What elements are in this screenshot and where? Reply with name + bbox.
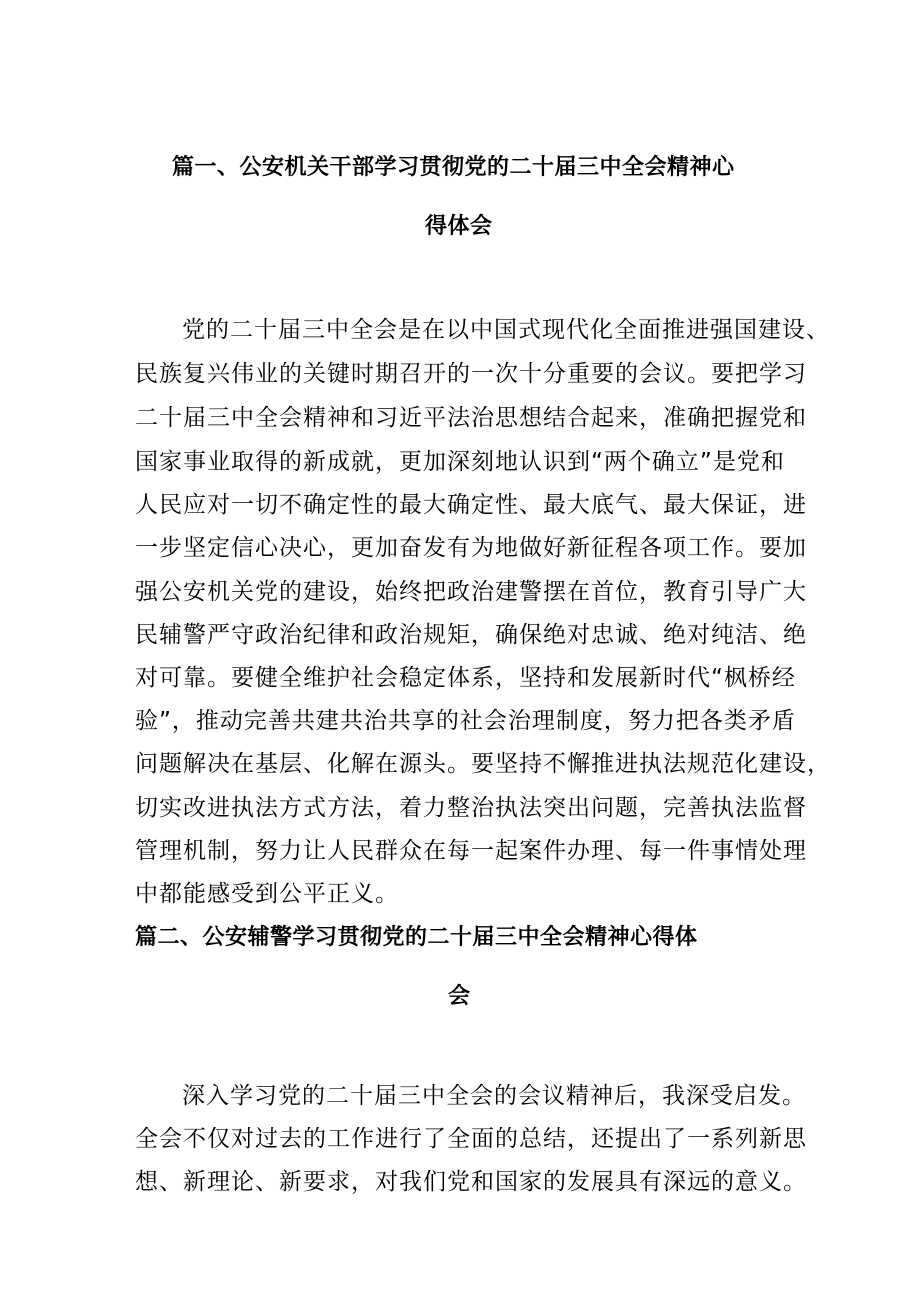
section1-paragraph-line: 管理机制，努力让人民群众在每一起案件办理、每一件事情处理 [135,838,807,864]
section1-paragraph-line: 问题解决在基层、化解在源头。要坚持不懈推进执法规范化建设， [135,751,831,777]
section1-title-line1: 篇一、公安机关干部学习贯彻党的二十届三中全会精神心 [172,155,735,180]
section1-paragraph-line: 党的二十届三中全会是在以中国式现代化全面推进强国建设、 [182,317,830,343]
section1-paragraph-line: 国家事业取得的新成就，更加深刻地认识到“两个确立”是党和 [135,449,785,475]
section2-paragraph-line: 深入学习党的二十届三中全会的会议精神后，我深受启发。 [182,1083,806,1109]
section1-paragraph-line: 中都能感受到公平正义。 [135,881,399,907]
section1-paragraph-line: 民族复兴伟业的关键时期召开的一次十分重要的会议。要把学习 [135,361,807,387]
section2-paragraph-line: 想、新理论、新要求，对我们党和国家的发展具有深远的意义。 [135,1169,807,1195]
section1-paragraph-line: 二十届三中全会精神和习近平法治思想结合起来，准确把握党和 [135,405,807,431]
section1-paragraph-line: 人民应对一切不确定性的最大确定性、最大底气、最大保证，进 [135,492,807,518]
section2-title-line1: 篇二、公安辅警学习贯彻党的二十届三中全会精神心得体 [135,925,698,950]
section2-paragraph-line: 全会不仅对过去的工作进行了全面的总结，还提出了一系列新思 [135,1126,807,1152]
section1-paragraph-line: 强公安机关党的建设，始终把政治建警摆在首位，教育引导广大 [135,579,807,605]
section1-paragraph-line: 切实改进执法方式方法，着力整治执法突出问题，完善执法监督 [135,795,807,821]
section1-title-line2: 得体会 [425,214,493,239]
section1-paragraph-line: 民辅警严守政治纪律和政治规矩，确保绝对忠诚、绝对纯洁、绝 [135,622,807,648]
section1-paragraph-line: 一步坚定信心决心，更加奋发有为地做好新征程各项工作。要加 [135,535,807,561]
section1-paragraph-line: 对可靠。要健全维护社会稳定体系，坚持和发展新时代“枫桥经 [135,665,796,691]
section1-paragraph-line: 验”，推动完善共建共治共享的社会治理制度，努力把各类矛盾 [135,708,796,734]
section2-title-line2: 会 [448,984,471,1009]
